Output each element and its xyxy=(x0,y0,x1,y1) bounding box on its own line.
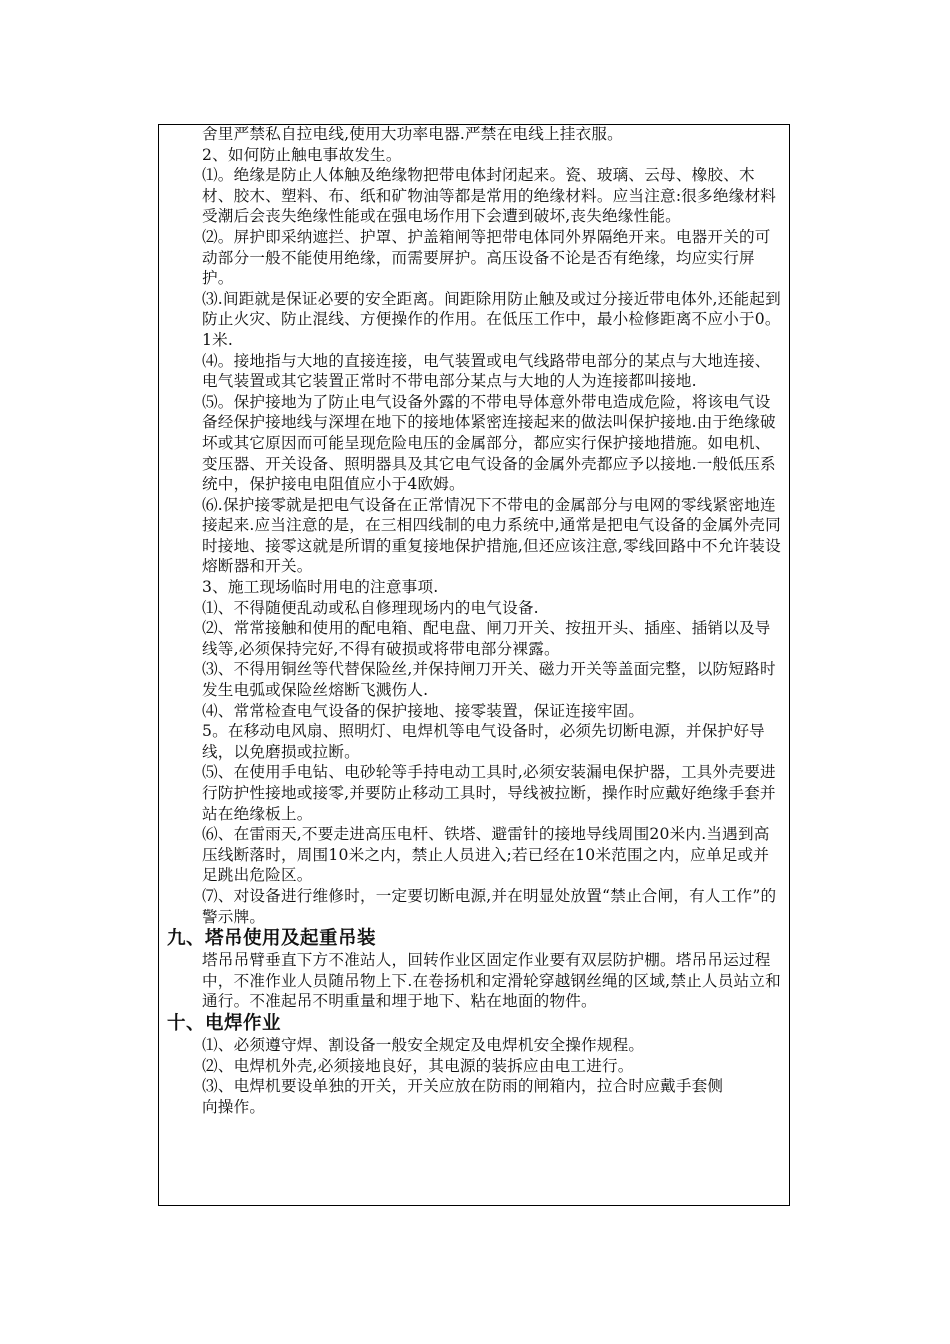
section-heading-welding: 十、电焊作业 xyxy=(167,1012,282,1034)
paragraph: ⑶、不得用铜丝等代替保险丝,并保持闸刀开关、磁力开关等盖面完整，以防短路时发生电弧或保险丝熔断飞溅伤人. xyxy=(202,660,776,700)
paragraph: 5。在移动电风扇、照明灯、电焊机等电气设备时，必须先切断电源，并保护好导线，以免磨损或拉断。 xyxy=(202,722,765,761)
paragraph: ⑶、电焊机要设单独的开关，开关应放在防雨的闸箱内，拉合时应戴手套侧 xyxy=(202,1077,724,1096)
document-body xyxy=(167,124,782,1117)
paragraph: ⑹、在雷雨天,不要走进高压电杆、铁塔、避雷针的接地导线周围20米内.当遇到高压线断落时，周围10米之内，禁止人员进入;若已经在10米范围之内，应单足或并足跳出危险区。 xyxy=(202,825,770,885)
paragraph: ⑸。保护接地为了防止电气设备外露的不带电导体意外带电造成危险，将该电气设备经保护接地线与深埋在地下的接地体紧密连接起来的做法叫保护接地.由于绝缘破坏或其它原因而可能呈现危险电压的金属部分，都应实行保护接地措施。如电机、变压器、开关设备、照明器具及其它电气设备的金属外壳都应予以接地.一般低压系统中，保护接电电阻值应小于4欧姆。 xyxy=(202,392,776,494)
paragraph: ⑵、常常接触和使用的配电箱、配电盘、闸刀开关、按扭开头、插座、插销以及导线等,必须保持完好,不得有破损或将带电部分裸露。 xyxy=(202,619,771,658)
paragraph: ⑺、对设备进行维修时，一定要切断电源,并在明显处放置“禁止合闸，有人工作”的警示牌。 xyxy=(202,886,777,926)
paragraph: ⑷。接地指与大地的直接连接，电气装置或电气线路带电部分的某点与大地连接、电气装置或其它装置正常时不带电部分某点与大地的人为连接都叫接地. xyxy=(202,351,771,391)
paragraph: ⑵、电焊机外壳,必须接地良好，其电源的装拆应由电工进行。 xyxy=(202,1056,634,1075)
paragraph: 塔吊吊臂垂直下方不准站人，回转作业区固定作业要有双层防护棚。塔吊吊运过程中，不准作业人员随吊物上下.在卷扬机和定滑轮穿越钢丝绳的区域,禁止人员站立和通行。不准起吊不明重量和埋于地下、粘在地面的物件。 xyxy=(202,951,781,1011)
section-heading-tower-crane: 九、塔吊使用及起重吊装 xyxy=(167,928,377,950)
paragraph: ⑴、不得随便乱动或私自修理现场内的电气设备. xyxy=(202,598,539,617)
paragraph: 舍里严禁私自拉电线,使用大功率电器.严禁在电线上挂衣服。 xyxy=(202,125,623,143)
paragraph: ⑵。屏护即采纳遮拦、护罩、护盖箱闸等把带电体同外界隔绝开来。电器开关的可动部分一般不能使用绝缘，而需要屏护。高压设备不论是否有绝缘，均应实行屏护。 xyxy=(202,227,771,288)
paragraph: ⑸、在使用手电钻、电砂轮等手持电动工具时,必须安装漏电保护器，工具外壳要进行防护性接地或接零,并要防止移动工具时，导线被拉断，操作时应戴好绝缘手套并站在绝缘板上。 xyxy=(202,763,776,823)
paragraph: ⑹.保护接零就是把电气设备在正常情况下不带电的金属部分与电网的零线紧密地连接起来.应当注意的是，在三相四线制的电力系统中,通常是把电气设备的金属外壳同时接地、接零这就是所谓的重复接地保护措施,但还应该注意,零线回路中不允许装设熔断器和开关。 xyxy=(202,495,781,576)
paragraph: 3、施工现场临时用电的注意事项. xyxy=(202,578,439,597)
paragraph: ⑷、常常检查电气设备的保护接地、接零装置，保证连接牢固。 xyxy=(202,701,645,720)
paragraph: ⑶.间距就是保证必要的安全距离。间距除用防止触及或过分接近带电体外,还能起到防止火灾、防止混线、方便操作的作用。在低压工作中，最小检修距离不应小于0。1米. xyxy=(202,289,781,349)
paragraph: ⑴。绝缘是防止人体触及绝缘物把带电体封闭起来。瓷、玻璃、云母、橡胶、木材、胶木、塑料、布、纸和矿物油等都是常用的绝缘材料。应当注意:很多绝缘材料受潮后会丧失绝缘性能或在强电场作用下会遭到破坏,丧失绝缘性能。 xyxy=(202,166,777,226)
paragraph: 向操作。 xyxy=(202,1097,266,1116)
paragraph: 2、如何防止触电事故发生。 xyxy=(202,145,402,164)
paragraph: ⑴、必须遵守焊、割设备一般安全规定及电焊机安全操作规程。 xyxy=(202,1035,645,1054)
